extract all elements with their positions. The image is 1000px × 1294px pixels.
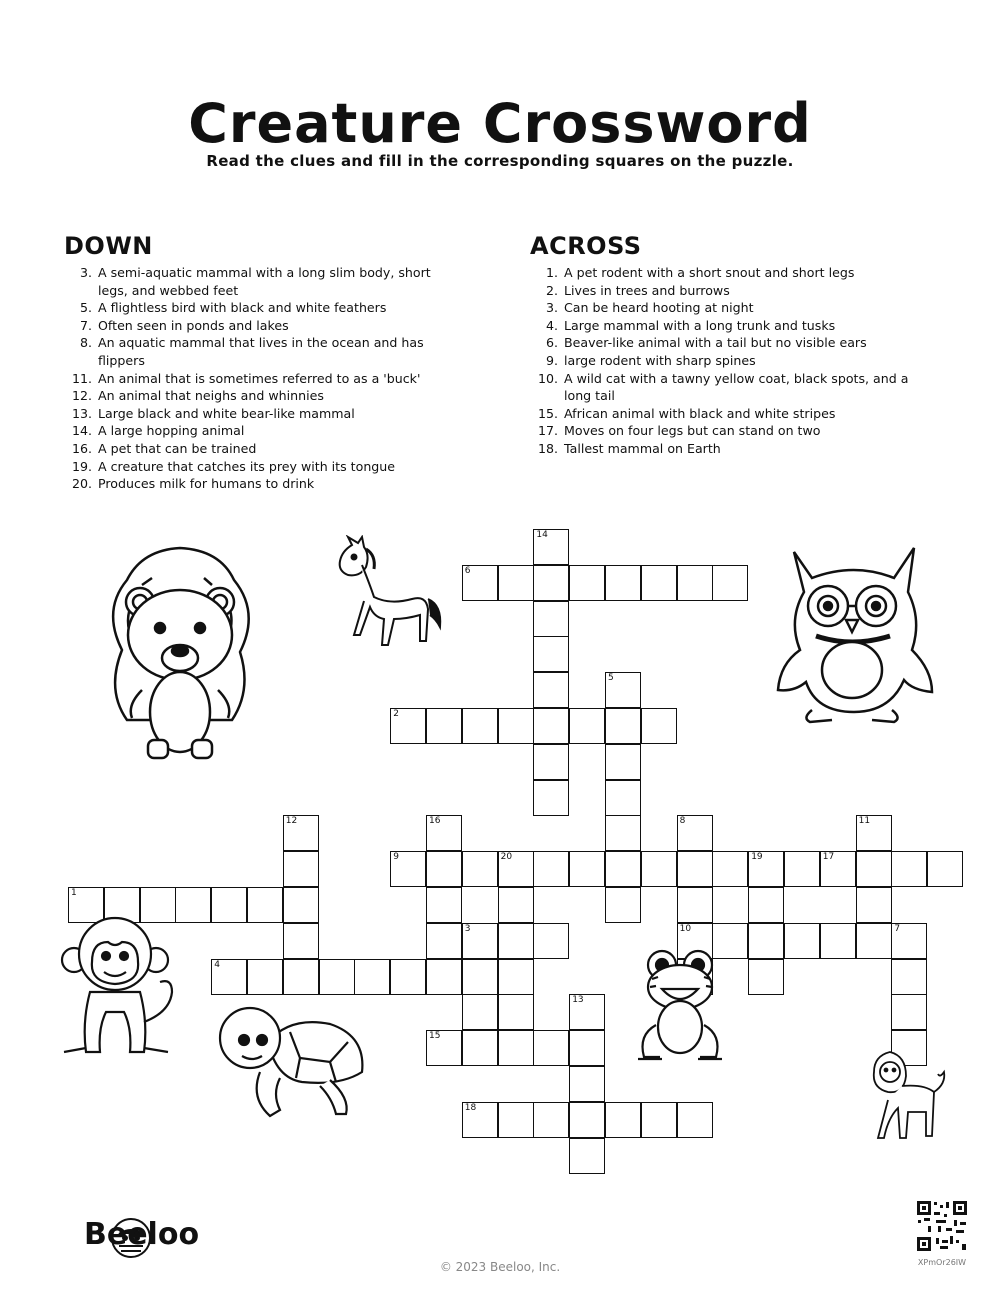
crossword-cell[interactable] [426,1030,462,1066]
cell-number: 11 [858,816,871,827]
cell-number: 8 [679,816,686,827]
crossword-cell[interactable] [426,851,462,887]
crossword-cell[interactable] [856,923,892,959]
crossword-cell[interactable] [533,601,569,637]
crossword-cell[interactable] [354,959,390,995]
crossword-cell[interactable] [677,1102,713,1138]
crossword-cell[interactable] [569,994,605,1030]
crossword-cell[interactable] [820,851,856,887]
crossword-cell[interactable] [927,851,963,887]
cell-number: 19 [751,852,763,863]
qr-code-icon [916,1200,968,1252]
clue-text: large rodent with sharp spines [564,352,756,368]
cell-number: 18 [464,1102,477,1113]
crossword-cell[interactable] [390,851,426,887]
cell-number: 1 [71,888,77,898]
clue-number: 7. [79,317,92,333]
crossword-cell[interactable] [533,744,569,780]
crossword-cell[interactable] [462,565,498,601]
crossword-cell[interactable] [641,565,677,601]
clue-text: A large hopping animal [98,423,245,439]
crossword-cell[interactable] [533,672,569,708]
crossword-cell[interactable] [533,780,569,816]
crossword-cell[interactable] [426,923,462,959]
crossword-cell[interactable] [569,565,605,601]
cell-number: 20 [500,852,513,863]
clue-text: An animal that neighs and whinnies [98,388,324,404]
crossword-cell[interactable] [283,815,319,851]
crossword-cell[interactable] [891,851,927,887]
crossword-cell[interactable] [820,923,856,959]
clue-text: A wild cat with a tawny yellow coat, black spots, and a long tail [564,370,909,404]
down-heading: DOWN [64,232,153,260]
crossword-cell[interactable] [748,923,784,959]
clue-number: 12. [71,388,92,404]
crossword-cell[interactable] [891,994,927,1030]
crossword-cell[interactable] [498,959,534,995]
crossword-cell[interactable] [891,923,927,959]
crossword-cell[interactable] [390,959,426,995]
clue-number: 18. [537,440,558,456]
crossword-cell[interactable] [498,851,534,887]
clue-text: A pet rodent with a short snout and short legs [564,265,855,280]
crossword-cell[interactable] [605,851,641,887]
copyright-text: © 2023 Beeloo, Inc. [439,1260,561,1274]
crossword-cell[interactable] [856,851,892,887]
cell-number: 4 [214,959,220,970]
cell-number: 2 [393,709,399,719]
crossword-cell[interactable] [712,851,748,887]
owl-illustration [772,540,940,725]
crossword-cell[interactable] [462,1102,498,1138]
crossword-cell[interactable] [426,815,462,851]
clue-number: 15. [537,405,558,421]
crossword-cell[interactable] [605,780,641,816]
crossword-cell[interactable] [712,565,748,601]
crossword-cell[interactable] [605,744,641,780]
clue-number: 4. [545,317,558,333]
crossword-cell[interactable] [856,887,892,923]
crossword-cell[interactable] [533,923,569,959]
crossword-cell[interactable] [569,1138,605,1174]
crossword-cell[interactable] [462,1030,498,1066]
crossword-cell[interactable] [784,923,820,959]
crossword-cell[interactable] [605,708,641,744]
clue-number: 3. [545,300,558,316]
crossword-cell[interactable] [498,1030,534,1066]
document-code: XPmOr26IW [917,1258,967,1267]
clue-number: 14. [71,423,92,439]
clue-number: 17. [537,423,558,439]
cell-number: 3 [464,923,471,934]
crossword-cell[interactable] [498,708,534,744]
crossword-cell[interactable] [498,923,534,959]
crossword-cell[interactable] [569,851,605,887]
crossword-cell[interactable] [641,851,677,887]
crossword-cell[interactable] [283,887,319,923]
crossword-cell[interactable] [498,565,534,601]
crossword-cell[interactable] [462,923,498,959]
cell-number: 9 [393,852,399,863]
cell-number: 7 [894,923,901,934]
crossword-cell[interactable] [498,887,534,923]
horse-illustration [330,535,450,665]
clue-number: 3. [79,265,92,280]
crossword-cell[interactable] [605,887,641,923]
clue-number: 5. [79,300,92,316]
crossword-cell[interactable] [283,959,319,995]
crossword-cell[interactable] [748,887,784,923]
crossword-cell[interactable] [426,959,462,995]
crossword-cell[interactable] [677,565,713,601]
clue-number: 20. [71,476,92,492]
across-heading: ACROSS [530,232,642,260]
crossword-cell[interactable] [856,815,892,851]
crossword-cell[interactable] [498,1102,534,1138]
clue-number: 8. [79,335,92,351]
clue-number: 13. [71,405,92,421]
clue-number: 19. [71,458,92,474]
clue-text: Beaver-like animal with a tail but no visible ears [564,335,867,351]
crossword-cell[interactable] [533,529,569,565]
clue-text: A pet that can be trained [98,440,257,456]
clue-text: A creature that catches its prey with its tongue [98,458,396,474]
clue-number: 9. [545,352,558,368]
crossword-cell[interactable] [211,959,247,995]
clue-number: 2. [545,282,558,298]
clue-text: Moves on four legs but can stand on two [564,423,821,439]
crossword-cell[interactable] [319,959,355,995]
crossword-cell[interactable] [748,851,784,887]
crossword-cell[interactable] [390,708,426,744]
clue-text: Large mammal with a long trunk and tusks [564,317,836,333]
clue-text: Large black and white bear-like mammal [98,405,355,421]
page-title: Creature Crossword [188,92,812,155]
crossword-cell[interactable] [533,565,569,601]
crossword-cell[interactable] [677,815,713,851]
cell-number: 5 [608,673,614,684]
clue-text: Tallest mammal on Earth [564,440,721,456]
crossword-cell[interactable] [533,851,569,887]
cell-number: 13 [572,995,584,1006]
clue-text: An animal that is sometimes referred to as a 'buck' [98,370,421,386]
crossword-cell[interactable] [891,959,927,995]
crossword-cell[interactable] [462,959,498,995]
crossword-cell[interactable] [462,708,498,744]
clue-number: 10. [537,370,558,386]
crossword-cell[interactable] [533,708,569,744]
crossword-cell[interactable] [569,1030,605,1066]
frog-illustration [634,945,726,1067]
hedgehog-illustration [92,540,267,765]
crossword-cell[interactable] [211,887,247,923]
crossword-cell[interactable] [569,708,605,744]
crossword-cell[interactable] [462,851,498,887]
lion-illustration [868,1048,950,1146]
crossword-cell[interactable] [569,1066,605,1102]
cell-number: 6 [464,565,471,576]
crossword-cell[interactable] [605,565,641,601]
crossword-cell[interactable] [462,994,498,1030]
crossword-cell[interactable] [533,636,569,672]
crossword-cell[interactable] [569,1102,605,1138]
crossword-cell[interactable] [533,1102,569,1138]
crossword-cell[interactable] [605,1102,641,1138]
cell-number: 15 [429,1031,441,1042]
crossword-cell[interactable] [426,887,462,923]
crossword-cell[interactable] [748,959,784,995]
crossword-cell[interactable] [498,994,534,1030]
crossword-cell[interactable] [426,708,462,744]
crossword-cell[interactable] [641,1102,677,1138]
monkey-illustration [60,912,185,1067]
clue-number: 11. [71,370,92,386]
brand-name: Beeloo [84,1217,200,1252]
crossword-cell[interactable] [247,887,283,923]
clue-text: Often seen in ponds and lakes [98,317,289,333]
clue-text: A semi-aquatic mammal with a long slim body, short legs, and webbed feet [98,265,431,298]
clue-number: 6. [545,335,558,351]
cell-number: 16 [429,816,441,827]
cell-number: 10 [679,923,692,934]
cell-number: 14 [536,530,548,540]
cell-number: 17 [822,852,835,863]
clue-number: 1. [545,265,558,280]
page-subtitle: Read the clues and fill in the corresponding squares on the puzzle. [206,152,794,170]
crossword-cell[interactable] [784,851,820,887]
crossword-cell[interactable] [247,959,283,995]
crossword-cell[interactable] [677,887,713,923]
clue-text: Can be heard hooting at night [564,300,754,316]
crossword-cell[interactable] [641,708,677,744]
clue-text: An aquatic mammal that lives in the ocean and has flippers [98,335,424,368]
crossword-cell[interactable] [677,851,713,887]
crossword-cell[interactable] [533,1030,569,1066]
clue-number: 16. [71,440,92,456]
turtle-illustration [210,1002,370,1124]
crossword-cell[interactable] [283,923,319,959]
clue-text: A flightless bird with black and white feathers [98,300,387,316]
crossword-cell[interactable] [283,851,319,887]
crossword-cell[interactable] [605,815,641,851]
crossword-cell[interactable] [605,672,641,708]
clue-text: African animal with black and white stripes [564,405,836,421]
clue-text: Produces milk for humans to drink [98,476,315,492]
cell-number: 12 [285,816,298,827]
clue-text: Lives in trees and burrows [564,282,730,298]
